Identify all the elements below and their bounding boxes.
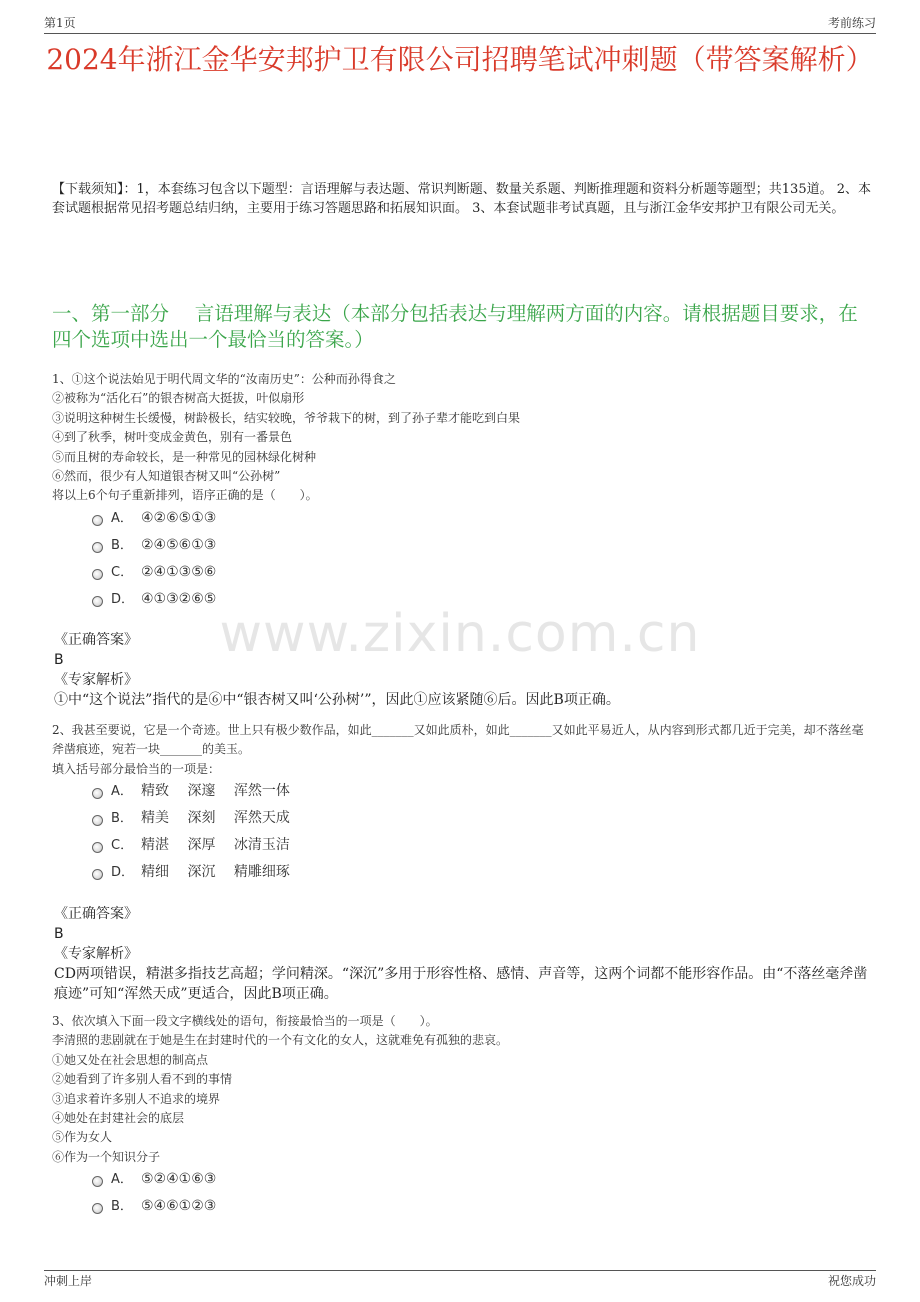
option-d[interactable]: D． ④①③②⑥⑤: [92, 586, 216, 613]
question-1-sentence: ⑤而且树的寿命较长，是一种常见的园林绿化树种: [52, 449, 317, 464]
radio-icon[interactable]: [92, 569, 103, 580]
answer-value: B: [54, 926, 64, 942]
radio-icon[interactable]: [92, 515, 103, 526]
question-1: [52, 370, 872, 506]
question-2: [52, 721, 872, 779]
answer-label: 《正确答案》: [54, 632, 138, 648]
question-1-sentence: ③说明这种树生长缓慢，树龄极长，结实较晚，爷爷栽下的树，到了孙子辈才能吃到白果: [52, 410, 521, 425]
question-1-options: [92, 505, 216, 613]
question-3-sentence: ①她又处在社会思想的制高点: [52, 1052, 209, 1067]
answer-label: 《正确答案》: [54, 906, 138, 922]
question-1-answer-block: [54, 630, 872, 710]
question-3-sentence: ②她看到了许多别人看不到的事情: [52, 1072, 233, 1087]
question-2-answer-block: [54, 904, 872, 1004]
watermark: www.zixin.com.cn: [219, 604, 701, 664]
option-c[interactable]: C． ②④①③⑤⑥: [92, 559, 216, 586]
option-d[interactable]: D． 精细 深沉 精雕细琢: [92, 859, 290, 886]
download-notice: 【下载须知】：1，本套练习包含以下题型：言语理解与表达题、常识判断题、数量关系题、判断推理题和资料分析题等题型；共135道。 2、本套试题根据常见招考题总结归纳，主要用于练习答题思路和拓展知识面。 3、本套试题非考试真题，且与浙江金华安邦护卫有限公司无关。: [52, 182, 871, 216]
question-3-options: [92, 1166, 216, 1220]
analysis-label: 《专家解析》: [54, 672, 138, 688]
page-title: 2024年浙江金华安邦护卫有限公司招聘笔试冲刺题（带答案解析）: [46, 43, 874, 76]
analysis-text: CD两项错误，精湛多指技艺高超；学问精深。“深沉”多用于形容性格、感情、声音等，这两个词都不能形容作品。由“不落丝毫斧凿痕迹”可知“浑然天成”更适合，因此B项正确。: [54, 966, 868, 1002]
question-3-sentence: ④她处在封建社会的底层: [52, 1110, 185, 1125]
radio-icon[interactable]: [92, 1203, 103, 1214]
radio-icon[interactable]: [92, 596, 103, 607]
option-c[interactable]: C． 精湛 深厚 冰清玉洁: [92, 832, 290, 859]
question-2-options: [92, 778, 290, 886]
radio-icon[interactable]: [92, 542, 103, 553]
question-3-sentence: ③追求着许多别人不追求的境界: [52, 1091, 221, 1106]
option-b[interactable]: B． ②④⑤⑥①③: [92, 532, 216, 559]
analysis-text: ①中“这个说法”指代的是⑥中“银杏树又叫‘公孙树’”，因此①应该紧随⑥后。因此B项正确。: [54, 692, 620, 708]
section-heading: 一、第一部分 言语理解与表达（本部分包括表达与理解两方面的内容。请根据题目要求，在四个选项中选出一个最恰当的答案。）: [52, 302, 858, 351]
option-b[interactable]: B． ⑤④⑥①②③: [92, 1193, 216, 1220]
question-1-sentence: ②被称为“活化石”的银杏树高大挺拔，叶似扇形: [52, 391, 305, 406]
question-3-stem: 3、依次填入下面一段文字横线处的语句，衔接最恰当的一项是（ ）。: [52, 1014, 438, 1028]
question-3-passage: 李清照的悲剧就在于她是生在封建时代的一个有文化的女人，这就难免有孤独的悲哀。: [52, 1033, 509, 1048]
question-1-sentence: ⑥然而，很少有人知道银杏树又叫“公孙树”: [52, 468, 281, 483]
page-number: 第1页: [44, 16, 76, 30]
question-2-stem: 2、我甚至要说，它是一个奇迹。世上只有极少数作品，如此_______又如此质朴，如此_______又如此平易近人，从内容到形式都几近于完美，却不落丝毫斧凿痕迹，宛若一块_______的美玉。: [52, 723, 864, 757]
radio-icon[interactable]: [92, 842, 103, 853]
question-1-stem: 1、①这个说法始见于明代周文华的“汝南历史”：公种而孙得食之: [52, 372, 396, 386]
question-3-sentence: ⑤作为女人: [52, 1130, 113, 1145]
footer-right: 祝您成功: [827, 1274, 876, 1288]
option-a[interactable]: A． 精致 深邃 浑然一体: [92, 778, 290, 805]
analysis-label: 《专家解析》: [54, 946, 138, 962]
radio-icon[interactable]: [92, 869, 103, 880]
option-b[interactable]: B． 精美 深刻 浑然天成: [92, 805, 290, 832]
option-a[interactable]: A． ⑤②④①⑥③: [92, 1166, 216, 1193]
answer-value: B: [54, 652, 64, 668]
question-2-prompt: 填入括号部分最恰当的一项是：: [52, 761, 221, 776]
question-3: [52, 1012, 872, 1167]
radio-icon[interactable]: [92, 788, 103, 799]
question-1-prompt: 将以上6个句子重新排列，语序正确的是（ ）。: [52, 488, 318, 503]
option-a[interactable]: A． ④②⑥⑤①③: [92, 505, 216, 532]
footer-divider: [44, 1270, 876, 1271]
header-label: 考前练习: [827, 16, 876, 30]
radio-icon[interactable]: [92, 1176, 103, 1187]
footer-left: 冲刺上岸: [44, 1274, 93, 1288]
header-divider: [44, 33, 876, 34]
radio-icon[interactable]: [92, 815, 103, 826]
question-3-sentence: ⑥作为一个知识分子: [52, 1149, 161, 1164]
question-1-sentence: ④到了秋季，树叶变成金黄色，别有一番景色: [52, 430, 293, 445]
